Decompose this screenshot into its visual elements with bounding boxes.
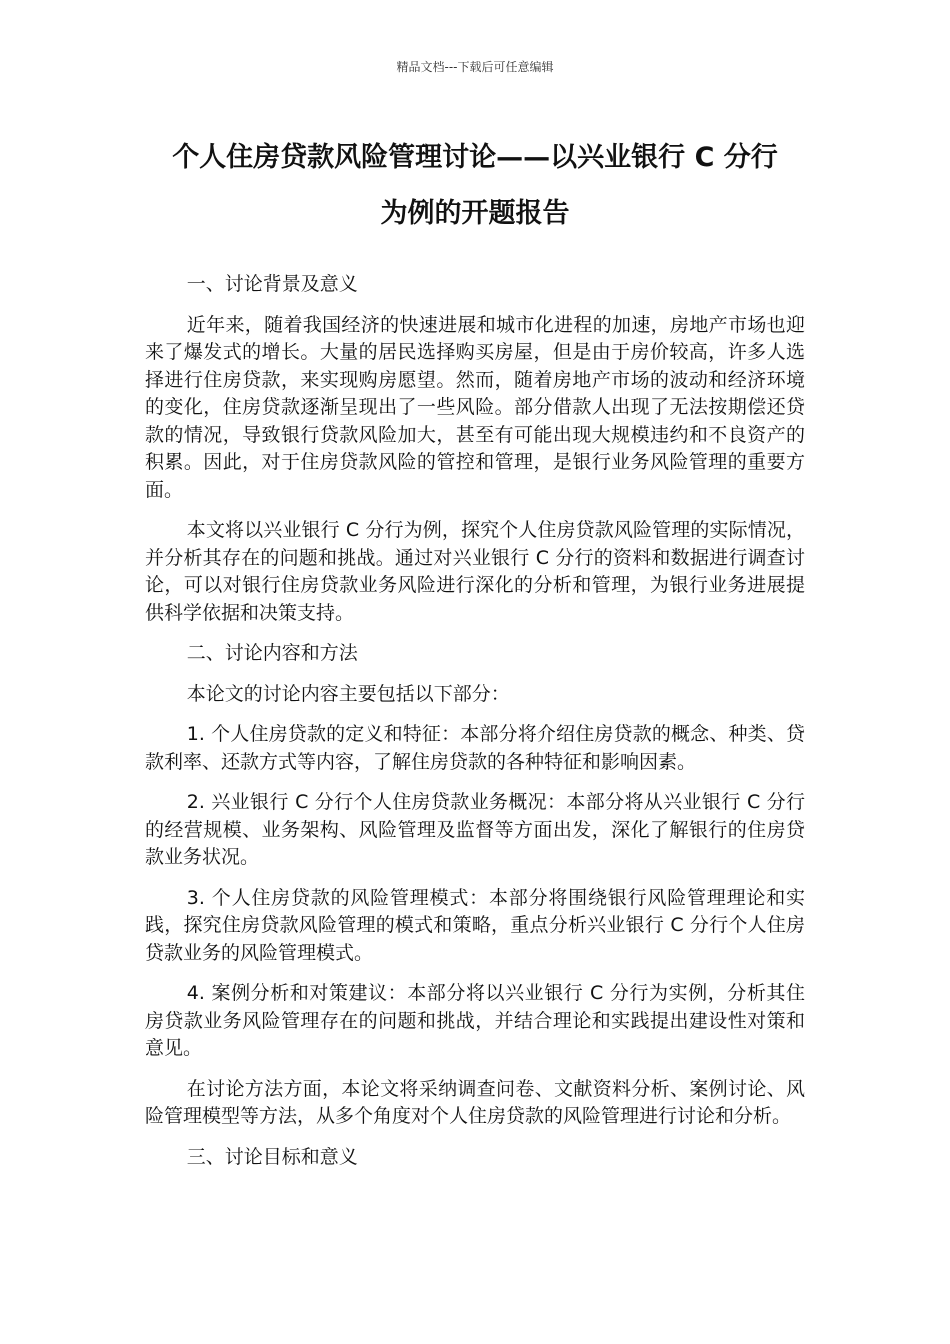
paragraph-content-intro: 本论文的讨论内容主要包括以下部分： bbox=[186, 682, 510, 705]
document-body bbox=[145, 271, 805, 1184]
section-heading-background: 一、讨论背景及意义 bbox=[186, 273, 358, 295]
paragraph-background-1: 近年来，随着我国经济的快速进展和城市化进程的加速，房地产市场也迎来了爆发式的增长。大量的居民选择购买房屋，但是由于房价较高，许多人选择进行住房贷款，来实现购房愿望。然而，随着房地产市场的波动和经济环境的变化，住房贷款逐渐呈现出了一些风险。部分借款人出现了无法按期偿还贷款的情况，导致银行贷款风险加大，甚至有可能出现大规模违约和不良资产的积累。因此，对于住房贷款风险的管控和管理，是银行业务风险管理的重要方面。 bbox=[145, 313, 805, 501]
paragraph-background-2: 本文将以兴业银行 C 分行为例，探究个人住房贷款风险管理的实际情况，并分析其存在的问题和挑战。通过对兴业银行 C 分行的资料和数据进行调查讨论，可以对银行住房贷款业务风险进行深化的分析和管理，为银行业务进展提供科学依据和决策支持。 bbox=[145, 519, 805, 624]
title-line-1: 个人住房贷款风险管理讨论——以兴业银行 C 分行 bbox=[172, 142, 778, 173]
list-item-2: 2. 兴业银行 C 分行个人住房贷款业务概况：本部分将从兴业银行 C 分行的经营规模、业务架构、风险管理及监督等方面出发，深化了解银行的住房贷款业务状况。 bbox=[145, 791, 805, 868]
paragraph-methods: 在讨论方法方面，本论文将采纳调查问卷、文献资料分析、案例讨论、风险管理模型等方法，从多个角度对个人住房贷款的风险管理进行讨论和分析。 bbox=[145, 1077, 805, 1127]
header-note: 精品文档---下载后可任意编辑 bbox=[396, 60, 554, 74]
document-title bbox=[120, 130, 830, 242]
list-item-1: 1. 个人住房贷款的定义和特征：本部分将介绍住房贷款的概念、种类、贷款利率、还款方式等内容，了解住房贷款的各种特征和影响因素。 bbox=[145, 723, 805, 773]
list-item-4: 4. 案例分析和对策建议：本部分将以兴业银行 C 分行为实例，分析其住房贷款业务风险管理存在的问题和挑战，并结合理论和实践提出建设性对策和意见。 bbox=[145, 982, 805, 1059]
title-line-2: 为例的开题报告 bbox=[380, 198, 570, 229]
list-item-3: 3. 个人住房贷款的风险管理模式：本部分将围绕银行风险管理理论和实践，探究住房贷款风险管理的模式和策略，重点分析兴业银行 C 分行个人住房贷款业务的风险管理模式。 bbox=[145, 886, 805, 964]
section-heading-content-methods: 二、讨论内容和方法 bbox=[186, 642, 358, 664]
section-heading-goals: 三、讨论目标和意义 bbox=[186, 1145, 358, 1168]
